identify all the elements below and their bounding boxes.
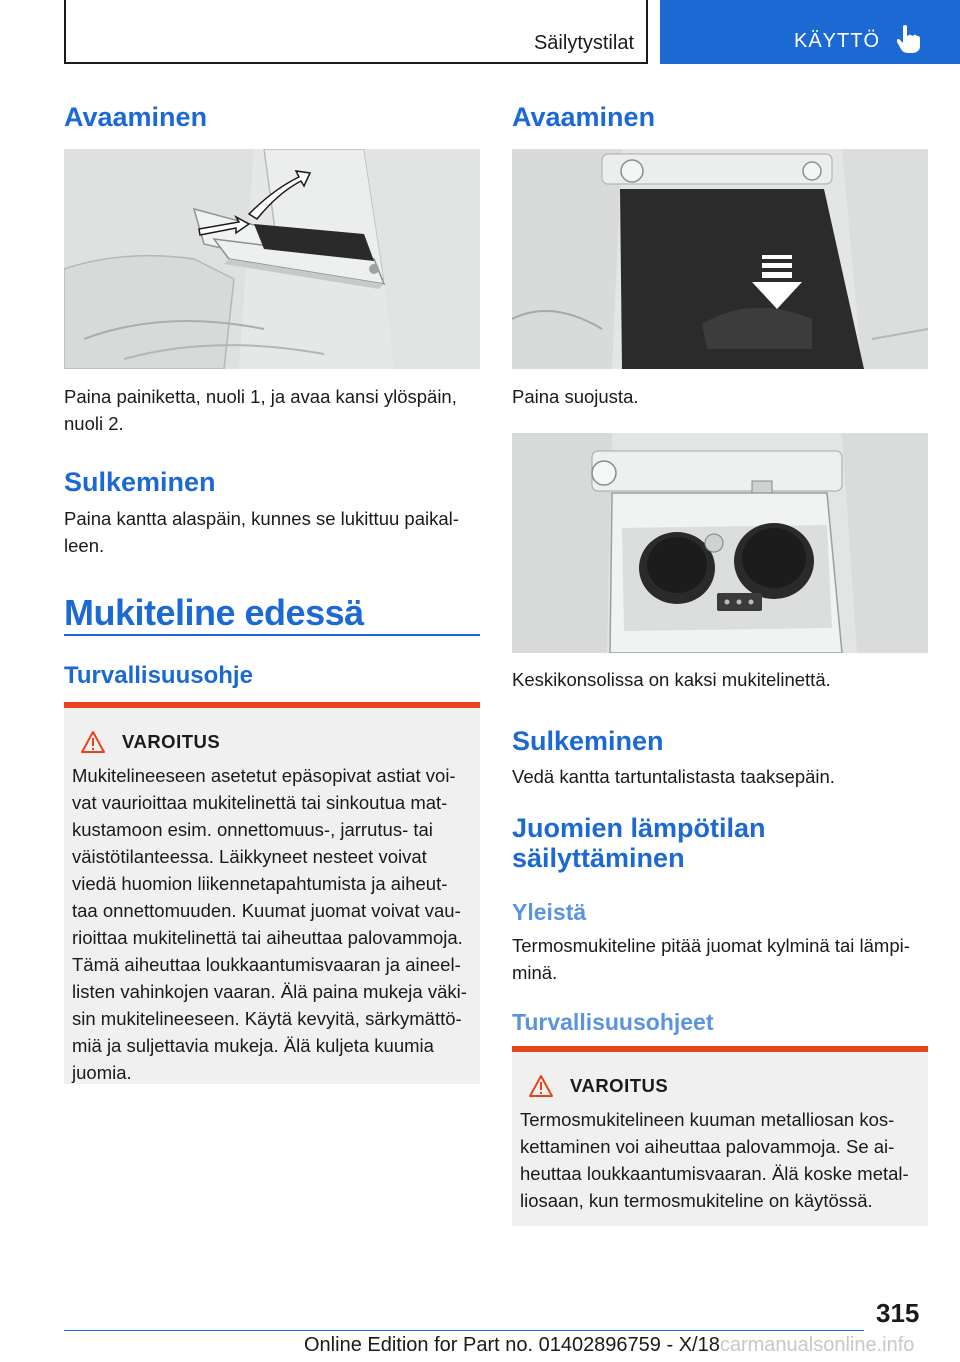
safety-heading-right: Turvallisuusohjeet — [512, 1009, 714, 1035]
general-text: Termosmukiteline pitää juomat kylminä tai lämpi-minä. — [512, 935, 910, 983]
armrest-compartment-image — [64, 149, 480, 369]
warning-title-right: VAROITUS — [570, 1075, 669, 1096]
general-heading: Yleistä — [512, 899, 587, 925]
warning-box-left — [64, 702, 480, 1084]
warning-triangle-icon — [80, 730, 106, 754]
section-rule — [64, 634, 480, 636]
footer-watermark[interactable]: carmanualsonline.info — [719, 1334, 915, 1356]
footer-rule — [64, 1330, 864, 1331]
header-chapter-tab — [660, 0, 960, 64]
warning-triangle-icon — [528, 1074, 554, 1098]
temperature-heading-line2: säilyttäminen — [512, 843, 685, 873]
warning-box-right — [512, 1046, 928, 1226]
closing-text-right: Vedä kantta tartuntalistasta taaksepäin. — [512, 766, 835, 787]
safety-heading-left: Turvallisuusohje — [64, 662, 253, 689]
closing-heading-right: Sulkeminen — [512, 726, 664, 756]
opening-heading-right: Avaaminen — [512, 102, 656, 132]
warning-text-left: Mukitelineeseen asetetut epäsopivat astiat voi-vat vaurioittaa mukitelinettä tai sinkoutua mat-kustamoon esim. onnettomuus-, jarrutus- tai väistötilanteessa. Läikkyneet nesteet voivat viedä huomion liikennetapahtumista ja aiheut-taa onnettomuuden. Kuumat juomat voivat vau-rioittaa mukitelinettä tai aiheuttaa palovammoja. Tämä aiheuttaa loukkaantumisvaaran ja aineel-listen vahinkojen vaaran. Älä paina mukeja väki-sin mukitelineeseen. Käytä kevyitä, särkymättö-miä ja suljettavia mukeja. Älä kuljeta kuumia juomia. — [72, 765, 467, 1083]
temperature-heading-line1: Juomien lämpötilan — [512, 813, 766, 843]
warning-text-right: Termosmukitelineen kuuman metalliosan kos-kettaminen voi aiheuttaa palovammoja. Se ai-heuttaa loukkaantumisvaaran. Älä koske metal-liosaan, kun termosmukiteline on käytössä. — [520, 1109, 909, 1211]
header-section-box — [64, 0, 648, 64]
header-section-title: Säilytystilat — [533, 32, 634, 54]
page-number: 315 — [876, 1298, 920, 1328]
closing-text-left: Paina kantta alaspäin, kunnes se lukittuu paikal-leen. — [64, 508, 459, 556]
cupholders-image — [512, 433, 928, 653]
section-title: Mukiteline edessä — [64, 592, 364, 633]
cupholder-text: Keskikonsolissa on kaksi mukitelinettä. — [512, 669, 831, 690]
header-chapter-title: KÄYTTÖ — [794, 30, 881, 52]
opening-text-right: Paina suojusta. — [512, 386, 639, 407]
footer-edition-text: Online Edition for Part no. 01402896759 - X/18 — [304, 1334, 720, 1356]
warning-title-left: VAROITUS — [122, 731, 221, 752]
console-cover-image — [512, 149, 928, 369]
pointing-hand-icon — [894, 24, 922, 54]
closing-heading-left: Sulkeminen — [64, 467, 216, 497]
opening-text-left: Paina painiketta, nuoli 1, ja avaa kansi ylöspäin, nuoli 2. — [64, 386, 457, 434]
opening-heading-left: Avaaminen — [64, 102, 208, 132]
footer-edition — [304, 1334, 914, 1357]
